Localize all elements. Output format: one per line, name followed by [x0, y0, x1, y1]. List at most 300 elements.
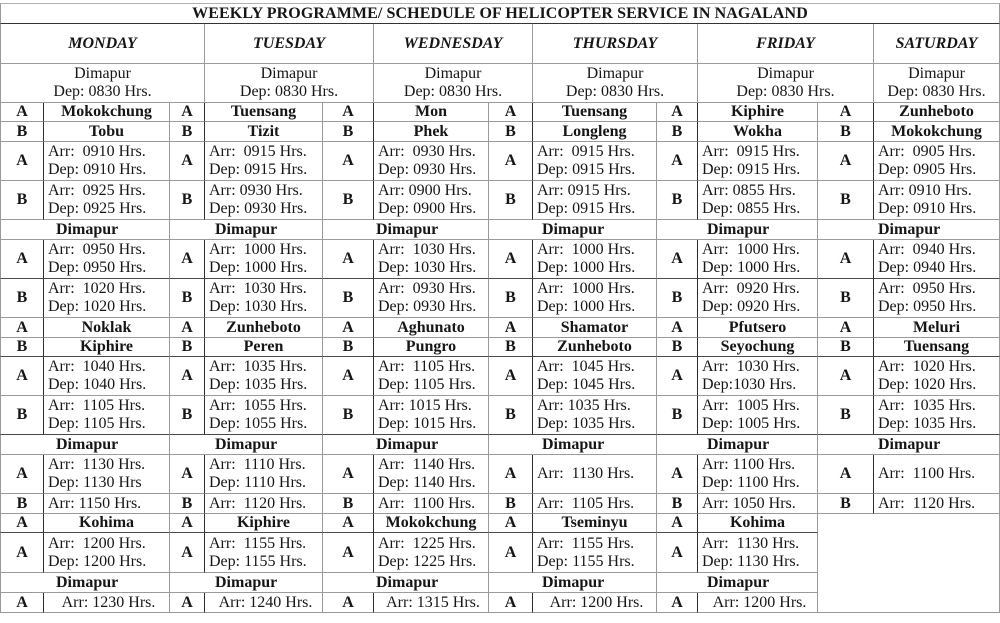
helicopter-label-a — [0, 455, 44, 494]
helicopter-label-text: A — [342, 367, 354, 384]
timing-lines — [209, 241, 307, 277]
timing-cell — [533, 181, 657, 220]
arrival-time: Arr: 0915 Hrs. — [702, 143, 800, 160]
arrival-time: Arr: 0925 Hrs. — [48, 182, 146, 199]
helicopter-label-b — [489, 494, 533, 514]
timing-lines — [378, 280, 476, 316]
schedule-title — [0, 3, 1000, 24]
destination-name: Tobu — [89, 122, 124, 140]
destination-cell — [874, 122, 1000, 142]
timing-lines — [378, 397, 476, 433]
arrival-time: Arr: 1035 Hrs. — [537, 397, 631, 414]
helicopter-label-text: A — [16, 543, 28, 561]
helicopter-label-text: B — [505, 122, 516, 140]
day-name: MONDAY — [68, 34, 137, 52]
helicopter-label-text: A — [504, 543, 517, 561]
timing-cell — [874, 494, 1000, 514]
timing-cell — [874, 240, 1000, 279]
timing-lines — [48, 397, 146, 433]
helicopter-label-text: B — [671, 338, 683, 355]
helicopter-label-text: A — [181, 250, 193, 267]
departure-time: Dep: 1155 Hrs. — [209, 552, 307, 570]
destination-cell — [205, 514, 323, 533]
helicopter-label-text: A — [504, 367, 517, 384]
helicopter-label-text: A — [181, 543, 193, 561]
helicopter-label-text: A — [504, 514, 517, 531]
arrival-time: Arr: 0940 Hrs. — [878, 241, 976, 258]
departure-time: Dep: 0930 Hrs. — [378, 298, 477, 315]
destination-cell — [698, 514, 818, 533]
timing-lines — [878, 358, 976, 394]
helicopter-label-text: B — [16, 191, 28, 208]
helicopter-label-text: A — [342, 103, 354, 120]
helicopter-label-b — [170, 338, 205, 357]
origin-departure-monday — [0, 64, 205, 103]
destination-name: Kohima — [78, 514, 135, 531]
day-header-tuesday — [205, 24, 374, 64]
helicopter-label-text: A — [504, 593, 517, 611]
helicopter-label-a — [0, 514, 44, 533]
timing-cell — [374, 593, 489, 613]
destination-name: Phek — [413, 122, 449, 140]
helicopter-label-b — [489, 181, 533, 220]
helicopter-label-text: B — [505, 406, 516, 423]
timing-lines — [878, 182, 976, 218]
helicopter-label-a — [323, 533, 374, 573]
helicopter-label-b — [170, 494, 205, 514]
helicopter-label-text: A — [342, 593, 354, 611]
arrival-time: Arr: 1230 Hrs. — [61, 593, 156, 611]
timing-lines — [702, 143, 800, 179]
helicopter-label-b — [0, 338, 44, 357]
helicopter-label-b — [170, 396, 205, 435]
helicopter-label-text: A — [16, 152, 28, 169]
arrival-time: Arr: 1050 Hrs. — [702, 494, 796, 512]
destination-name: Tizit — [247, 122, 280, 140]
helicopter-label-text: A — [671, 514, 683, 531]
timing-lines — [378, 358, 476, 394]
departure-time: Dep: 1030 Hrs. — [209, 298, 308, 315]
timing-lines — [537, 358, 635, 394]
departure-time: Dep: 0950 Hrs. — [878, 298, 977, 315]
hub-station-name: Dimapur — [542, 573, 605, 591]
departure-time: Dep: 1100 Hrs. — [702, 474, 800, 491]
helicopter-label-a — [489, 357, 533, 396]
destination-name: Tuensang — [230, 103, 297, 120]
departure-time: Dep: 0930 Hrs. — [378, 161, 477, 178]
helicopter-label-text: A — [181, 514, 193, 531]
arrival-time: Arr: 0915 Hrs. — [537, 182, 631, 199]
timing-lines — [702, 535, 800, 571]
hub-station-row — [170, 220, 323, 240]
helicopter-label-text: B — [671, 289, 683, 306]
departure-time: Dep: 1140 Hrs. — [378, 474, 476, 491]
departure-time: Dep: 0925 Hrs. — [48, 200, 147, 217]
helicopter-label-a — [323, 514, 374, 533]
helicopter-label-text: B — [181, 338, 193, 355]
helicopter-label-a — [657, 455, 698, 494]
timing-lines — [48, 358, 146, 394]
helicopter-label-text: B — [16, 406, 28, 423]
timing-lines — [702, 456, 800, 492]
destination-cell — [374, 318, 489, 338]
hub-station-row — [489, 573, 657, 593]
timing-lines — [878, 241, 976, 277]
origin-departure-time: Dep: 0830 Hrs. — [239, 83, 339, 100]
timing-lines — [702, 241, 800, 277]
hub-station-row — [170, 435, 323, 455]
arrival-time: Arr: 1200 Hrs. — [549, 593, 644, 611]
helicopter-label-a — [657, 533, 698, 573]
destination-cell — [533, 338, 657, 357]
timing-cell — [374, 533, 489, 573]
helicopter-label-text: A — [839, 250, 852, 267]
helicopter-label-text: A — [342, 152, 354, 169]
timing-lines — [378, 143, 476, 179]
helicopter-label-a — [323, 103, 374, 122]
helicopter-label-a — [0, 240, 44, 279]
destination-cell — [205, 318, 323, 338]
helicopter-label-a — [657, 593, 698, 613]
helicopter-label-text: A — [671, 543, 683, 561]
timing-lines — [878, 280, 976, 316]
origin-departure-wednesday — [374, 64, 533, 103]
helicopter-label-b — [0, 396, 44, 435]
helicopter-label-text: A — [504, 103, 517, 120]
destination-name: Tseminyu — [561, 514, 628, 531]
helicopter-label-a — [0, 533, 44, 573]
destination-cell — [44, 338, 170, 357]
timing-cell — [533, 357, 657, 396]
arrival-time: Arr: 1120 Hrs. — [209, 494, 307, 512]
destination-name: Mokokchung — [61, 103, 152, 120]
hub-station-name: Dimapur — [542, 435, 605, 453]
timing-cell — [698, 533, 818, 573]
helicopter-label-text: A — [181, 465, 193, 482]
destination-name: Pungro — [405, 338, 457, 355]
helicopter-label-text: B — [505, 494, 516, 512]
departure-time: Dep:1030 Hrs. — [702, 376, 797, 393]
helicopter-label-text: A — [671, 103, 683, 120]
departure-time: Dep: 1035 Hrs. — [209, 376, 308, 393]
destination-name: Kiphire — [730, 103, 785, 120]
timing-lines — [378, 456, 476, 492]
hub-station-name: Dimapur — [215, 435, 278, 453]
timing-cell — [533, 593, 657, 613]
destination-cell — [374, 103, 489, 122]
arrival-time: Arr: 1200 Hrs. — [712, 593, 807, 611]
timing-cell — [44, 533, 170, 573]
arrival-time: Arr: 1150 Hrs. — [48, 494, 142, 512]
arrival-time: Arr: 1000 Hrs. — [209, 241, 307, 258]
arrival-time: Arr: 1030 Hrs. — [702, 358, 800, 375]
arrival-time: Arr: 1100 Hrs. — [378, 494, 476, 512]
departure-time: Dep: 0855 Hrs. — [702, 200, 801, 217]
helicopter-label-a — [818, 357, 874, 396]
helicopter-label-text: A — [504, 152, 517, 169]
helicopter-label-text: A — [342, 250, 354, 267]
helicopter-label-text: B — [840, 122, 851, 140]
destination-name: Zunheboto — [899, 103, 974, 120]
timing-cell — [374, 240, 489, 279]
helicopter-label-text: B — [840, 494, 851, 512]
timing-lines — [702, 280, 800, 316]
arrival-time: Arr: 0905 Hrs. — [878, 143, 976, 160]
helicopter-label-text: B — [16, 494, 28, 512]
timing-cell — [374, 455, 489, 494]
departure-time: Dep: 0900 Hrs. — [378, 200, 477, 217]
helicopter-label-a — [489, 514, 533, 533]
timing-cell — [205, 593, 323, 613]
origin-station: Dimapur — [757, 65, 814, 82]
timing-lines — [537, 241, 635, 277]
destination-cell — [374, 514, 489, 533]
helicopter-label-b — [170, 122, 205, 142]
timing-lines — [386, 594, 480, 612]
helicopter-label-a — [657, 142, 698, 181]
departure-time: Dep: 1035 Hrs. — [878, 415, 977, 432]
hub-station-name: Dimapur — [215, 220, 278, 238]
hub-station-row — [489, 435, 657, 455]
timing-cell — [205, 494, 323, 514]
day-header-saturday — [874, 24, 1000, 64]
helicopter-label-text: A — [181, 152, 193, 169]
timing-lines — [62, 594, 156, 612]
timing-lines — [537, 495, 634, 513]
timing-cell — [698, 181, 818, 220]
helicopter-label-text: A — [839, 152, 852, 169]
timing-lines — [48, 143, 146, 179]
destination-name: Seyochung — [720, 338, 795, 355]
departure-time: Dep: 1020 Hrs. — [878, 376, 977, 393]
arrival-time: Arr: 1105 Hrs. — [378, 358, 476, 375]
timing-lines — [48, 280, 146, 316]
destination-name: Kohima — [729, 514, 786, 531]
hub-station-name: Dimapur — [542, 220, 605, 238]
hub-station-row — [170, 573, 323, 593]
schedule-title-text: WEEKLY PROGRAMME/ SCHEDULE OF HELICOPTER SERVICE IN NAGALAND — [192, 4, 808, 22]
arrival-time: Arr: 0910 Hrs. — [878, 182, 972, 199]
helicopter-label-b — [323, 494, 374, 514]
destination-cell — [44, 122, 170, 142]
timing-lines — [48, 182, 146, 218]
helicopter-label-text: B — [16, 122, 28, 140]
timing-cell — [44, 357, 170, 396]
helicopter-label-a — [489, 318, 533, 338]
helicopter-label-a — [170, 514, 205, 533]
helicopter-label-b — [657, 396, 698, 435]
departure-time: Dep: 1000 Hrs. — [702, 259, 801, 276]
timing-lines — [537, 397, 635, 433]
hub-station-name: Dimapur — [215, 573, 278, 591]
timing-lines — [48, 495, 141, 513]
helicopter-label-text: A — [16, 367, 28, 384]
timing-cell — [44, 396, 170, 435]
helicopter-label-b — [170, 181, 205, 220]
departure-time: Dep: 1105 Hrs. — [378, 376, 476, 393]
origin-departure-thursday — [533, 64, 698, 103]
departure-time: Dep: 1035 Hrs. — [537, 415, 636, 432]
helicopter-label-b — [818, 396, 874, 435]
timing-lines — [209, 535, 307, 571]
helicopter-label-b — [0, 494, 44, 514]
arrival-time: Arr: 1120 Hrs. — [878, 494, 976, 512]
timing-cell — [44, 181, 170, 220]
helicopter-label-a — [657, 103, 698, 122]
helicopter-label-text: A — [839, 318, 852, 336]
arrival-time: Arr: 1000 Hrs. — [537, 280, 635, 297]
helicopter-label-b — [489, 338, 533, 357]
timing-lines — [537, 280, 635, 316]
hub-station-name: Dimapur — [707, 220, 770, 238]
helicopter-label-a — [489, 142, 533, 181]
helicopter-label-text: B — [671, 406, 683, 423]
departure-time: Dep: 0915 Hrs. — [702, 161, 801, 178]
helicopter-label-b — [489, 279, 533, 318]
timing-lines — [48, 241, 146, 277]
destination-name: Mon — [415, 103, 447, 120]
destination-cell — [874, 338, 1000, 357]
destination-name: Aghunato — [397, 318, 465, 336]
destination-cell — [205, 122, 323, 142]
destination-cell — [205, 103, 323, 122]
origin-departure-time: Dep: 0830 Hrs. — [887, 83, 986, 100]
arrival-time: Arr: 0920 Hrs. — [702, 280, 800, 297]
arrival-time: Arr: 1130 Hrs. — [537, 465, 635, 482]
helicopter-label-text: A — [839, 367, 852, 384]
timing-lines — [702, 397, 800, 433]
origin-departure-time: Dep: 0830 Hrs. — [565, 83, 665, 100]
origin-departure-saturday — [874, 64, 1000, 103]
hub-station-name: Dimapur — [707, 573, 770, 591]
departure-time: Dep: 1130 Hrs — [48, 474, 142, 491]
arrival-time: Arr: 1155 Hrs. — [537, 534, 635, 552]
destination-name: Zunheboto — [226, 318, 301, 336]
timing-cell — [698, 357, 818, 396]
timing-lines — [713, 594, 807, 612]
helicopter-label-a — [489, 533, 533, 573]
departure-time: Dep: 1005 Hrs. — [702, 415, 801, 432]
hub-station-row — [657, 573, 818, 593]
destination-name: Pfutsero — [728, 318, 787, 336]
destination-cell — [205, 338, 323, 357]
helicopter-label-text: B — [342, 289, 354, 306]
timing-lines — [702, 495, 796, 513]
departure-time: Dep: 1055 Hrs. — [209, 415, 308, 432]
destination-name: Kiphire — [79, 338, 134, 355]
arrival-time: Arr: 1140 Hrs. — [378, 456, 476, 473]
destination-name: Noklak — [81, 318, 132, 336]
destination-cell — [374, 122, 489, 142]
helicopter-label-a — [170, 142, 205, 181]
timing-cell — [698, 455, 818, 494]
helicopter-label-a — [818, 142, 874, 181]
timing-cell — [533, 279, 657, 318]
helicopter-label-a — [170, 240, 205, 279]
timing-cell — [874, 455, 1000, 494]
arrival-time: Arr: 0910 Hrs. — [48, 143, 146, 160]
arrival-time: Arr: 1020 Hrs. — [48, 280, 146, 297]
helicopter-label-a — [657, 357, 698, 396]
timing-cell — [44, 494, 170, 514]
arrival-time: Arr: 1015 Hrs. — [378, 397, 472, 414]
helicopter-label-a — [323, 142, 374, 181]
hub-station-name: Dimapur — [56, 435, 119, 453]
helicopter-label-text: A — [342, 543, 354, 561]
hub-station-name: Dimapur — [56, 220, 119, 238]
helicopter-label-text: B — [16, 338, 28, 355]
destination-name: Kiphire — [236, 514, 291, 531]
helicopter-label-text: A — [342, 514, 354, 531]
helicopter-label-b — [657, 181, 698, 220]
hub-station-row — [323, 220, 489, 240]
timing-cell — [374, 142, 489, 181]
origin-station: Dimapur — [586, 65, 644, 82]
helicopter-label-text: B — [505, 191, 516, 208]
hub-station-row — [0, 435, 170, 455]
arrival-time: Arr: 0930 Hrs. — [378, 280, 476, 297]
timing-cell — [205, 181, 323, 220]
helicopter-label-a — [0, 142, 44, 181]
helicopter-label-a — [489, 593, 533, 613]
timing-cell — [874, 279, 1000, 318]
arrival-time: Arr: 0930 Hrs. — [378, 143, 476, 160]
destination-cell — [698, 122, 818, 142]
empty-schedule-area — [818, 514, 1000, 613]
arrival-time: Arr: 1225 Hrs. — [378, 534, 476, 552]
destination-cell — [44, 318, 170, 338]
hub-station-row — [657, 220, 818, 240]
helicopter-label-text: A — [16, 514, 28, 531]
arrival-time: Arr: 1030 Hrs. — [209, 280, 307, 297]
timing-cell — [374, 357, 489, 396]
helicopter-label-text: B — [181, 289, 193, 306]
helicopter-label-a — [170, 103, 205, 122]
destination-name: Wokha — [733, 122, 782, 140]
helicopter-label-a — [170, 533, 205, 573]
timing-cell — [698, 396, 818, 435]
destination-cell — [874, 103, 1000, 122]
helicopter-label-b — [489, 396, 533, 435]
timing-lines — [209, 495, 306, 513]
destination-name: Mokokchung — [385, 514, 477, 531]
destination-name: Peren — [243, 338, 284, 355]
helicopter-label-text: B — [671, 191, 683, 208]
origin-departure-friday — [698, 64, 874, 103]
helicopter-label-text: B — [505, 338, 516, 355]
timing-cell — [698, 279, 818, 318]
helicopter-label-text: B — [840, 406, 851, 423]
departure-time: Dep: 0915 Hrs. — [209, 161, 308, 178]
timing-cell — [874, 181, 1000, 220]
destination-name: Longleng — [562, 122, 627, 140]
day-header-friday — [698, 24, 874, 64]
departure-time: Dep: 1130 Hrs. — [702, 552, 800, 570]
arrival-time: Arr: 1005 Hrs. — [702, 397, 800, 414]
origin-departure-time: Dep: 0830 Hrs. — [53, 83, 152, 100]
arrival-time: Arr: 0915 Hrs. — [209, 143, 307, 160]
helicopter-label-a — [657, 240, 698, 279]
helicopter-label-text: A — [671, 465, 683, 482]
helicopter-label-text: A — [16, 318, 28, 336]
helicopter-label-b — [323, 122, 374, 142]
helicopter-label-a — [323, 318, 374, 338]
arrival-time: Arr: 1000 Hrs. — [702, 241, 800, 258]
helicopter-label-text: B — [505, 289, 516, 306]
helicopter-label-text: A — [16, 250, 28, 267]
arrival-time: Arr: 1105 Hrs. — [537, 494, 635, 512]
arrival-time: Arr: 1055 Hrs. — [209, 397, 307, 414]
